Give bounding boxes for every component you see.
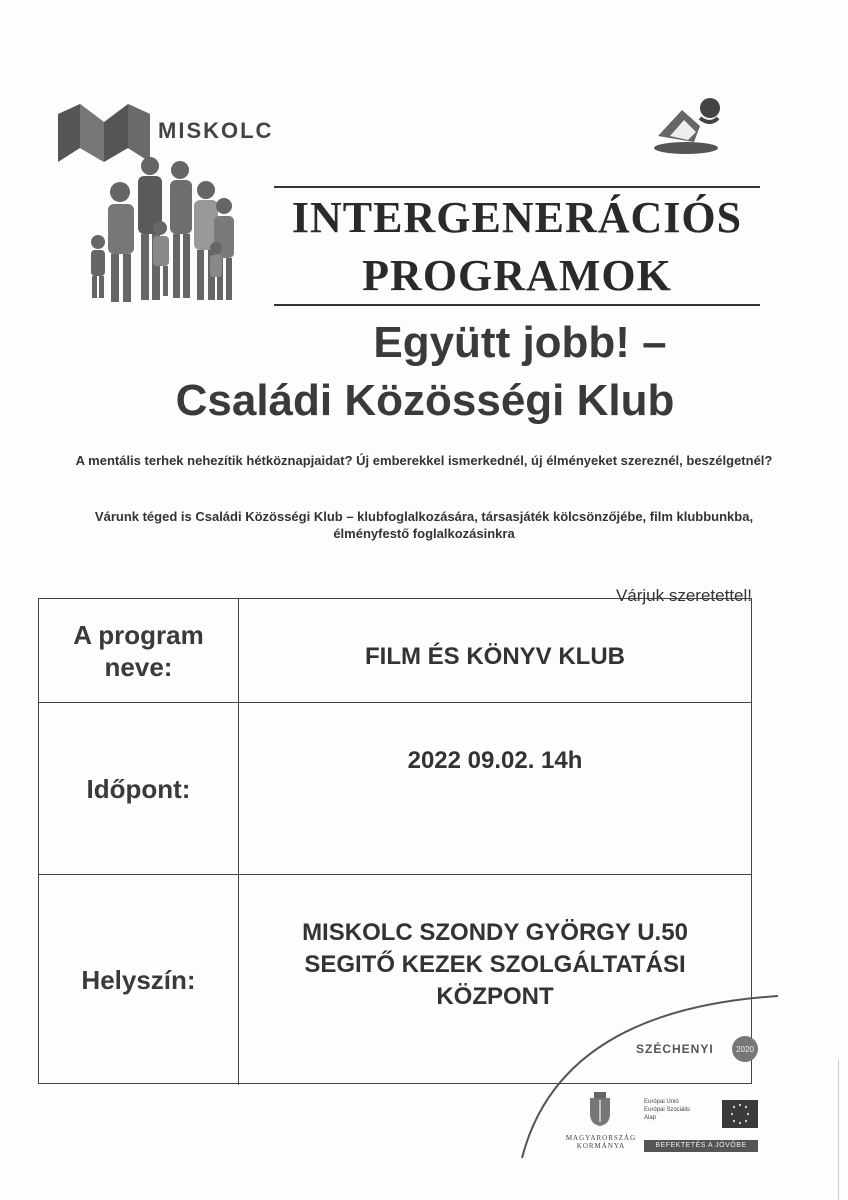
subheading-line-1: Együtt jobb! –	[373, 318, 667, 367]
eu-flag-icon	[722, 1100, 758, 1128]
time-label: Időpont:	[39, 703, 239, 874]
location-line-3: KÖZPONT	[436, 983, 554, 1010]
eu-line-3: Alap	[644, 1115, 657, 1121]
subheading-line-2: Családi Közösségi Klub	[175, 376, 675, 425]
government-label	[556, 1134, 646, 1150]
heading-rule-top	[274, 186, 760, 188]
eu-line-2: Európai Szociális	[644, 1107, 691, 1113]
eu-label	[644, 1098, 714, 1122]
location-line-1: MISKOLC SZONDY GYÖRGY U.50	[302, 919, 688, 946]
heading-line-1: INTERGENERÁCIÓS	[291, 193, 743, 242]
table-row-time	[39, 703, 751, 875]
szechenyi-2020-badge: 2020	[732, 1036, 758, 1062]
family-illustration	[78, 140, 248, 310]
table-row-program-name	[39, 599, 751, 703]
program-name-label: A program neve:	[39, 599, 239, 702]
location-label: Helyszín:	[39, 875, 239, 1085]
time-value: 2022 09.02. 14h	[407, 747, 583, 774]
closing-text: Várjuk szeretettel!	[615, 586, 752, 605]
program-logo	[648, 96, 728, 156]
heading-rule-bottom	[274, 304, 760, 306]
government-line-2: KORMÁNYA	[576, 1142, 626, 1150]
logo-text: MISKOLC	[158, 118, 274, 143]
hungarian-crest-icon	[588, 1092, 612, 1126]
intro-paragraph: A mentális terhek nehezítik hétköznapjaidat? Új emberekkel ismerkednél, új élményeket szereznél, beszélgetnél?	[75, 453, 773, 468]
program-name-value: FILM ÉS KÖNYV KLUB	[364, 643, 625, 670]
heading-line-2: PROGRAMOK	[362, 251, 672, 300]
government-line-1: MAGYARORSZÁG	[565, 1134, 637, 1142]
scan-edge-line	[838, 1060, 839, 1200]
invitation-paragraph: Várunk téged is Családi Közösségi Klub – klubfoglalkozására, társasjáték kölcsönzőjébe, film klubbunkba, élményfestő foglalkozásinkra	[94, 509, 754, 541]
investment-banner: BEFEKTETÉS A JÖVŐBE	[644, 1140, 758, 1152]
eu-line-1: Európai Unió	[644, 1099, 679, 1105]
szechenyi-logo-text: SZÉCHENYI	[636, 1042, 714, 1056]
location-line-2: SEGITŐ KEZEK SZOLGÁLTATÁSI	[304, 951, 686, 978]
